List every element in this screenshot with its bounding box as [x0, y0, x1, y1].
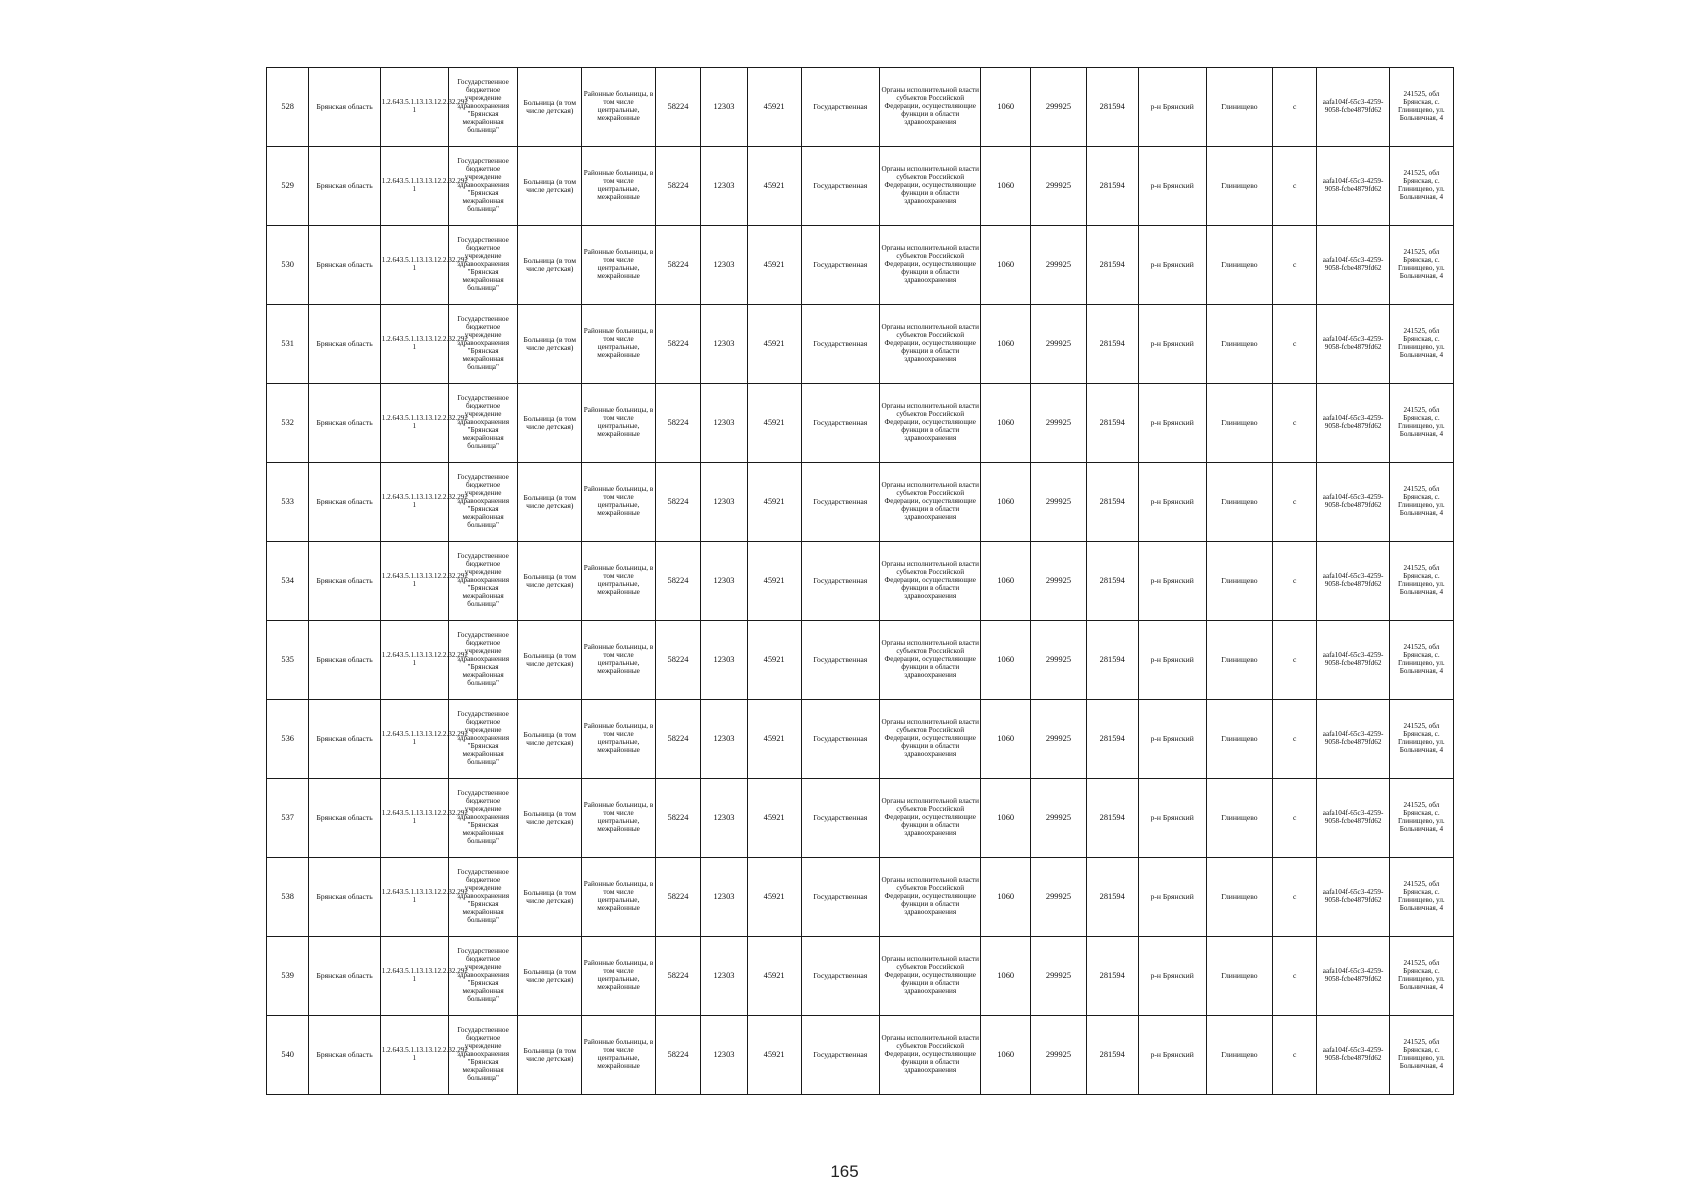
cell-subordination-body: Органы исполнительной власти субъектов Российской Федерации, осуществляющие функции в области здравоохранения	[880, 621, 981, 700]
cell-organization-name: Государственное бюджетное учреждение здравоохранения "Брянская межрайонная больница"	[448, 147, 517, 226]
cell-value-a: 58224	[655, 779, 700, 858]
table-row	[267, 305, 1454, 384]
cell-organization-name: Государственное бюджетное учреждение здравоохранения "Брянская межрайонная больница"	[448, 779, 517, 858]
cell-fias-guid: aafa104f-65c3-4259-9058-fcbe4879fd62	[1317, 937, 1389, 1016]
cell-address: 241525, обл Брянская, с. Глинищево, ул. Больничная, 4	[1389, 1016, 1453, 1095]
cell-value-e: 299925	[1031, 937, 1087, 1016]
cell-value-c: 45921	[747, 68, 801, 147]
cell-oid-code: 1.2.643.5.1.13.13.12.2.32.292 1	[380, 147, 448, 226]
cell-fias-guid: aafa104f-65c3-4259-9058-fcbe4879fd62	[1317, 305, 1389, 384]
cell-ownership-form: Государственная	[801, 147, 880, 226]
cell-fias-guid: aafa104f-65c3-4259-9058-fcbe4879fd62	[1317, 147, 1389, 226]
cell-organization-name: Государственное бюджетное учреждение здравоохранения "Брянская межрайонная больница"	[448, 463, 517, 542]
table-row	[267, 858, 1454, 937]
cell-value-b: 12303	[701, 779, 748, 858]
cell-address: 241525, обл Брянская, с. Глинищево, ул. Больничная, 4	[1389, 384, 1453, 463]
cell-settlement-type: с	[1272, 858, 1316, 937]
cell-ownership-form: Государственная	[801, 1016, 880, 1095]
cell-fias-guid: aafa104f-65c3-4259-9058-fcbe4879fd62	[1317, 463, 1389, 542]
cell-value-a: 58224	[655, 700, 700, 779]
table-row	[267, 68, 1454, 147]
cell-district: р-н Брянский	[1138, 384, 1206, 463]
cell-value-e: 299925	[1031, 68, 1087, 147]
cell-subordination-body: Органы исполнительной власти субъектов Российской Федерации, осуществляющие функции в области здравоохранения	[880, 542, 981, 621]
cell-settlement: Глинищево	[1206, 384, 1272, 463]
cell-region: Брянская область	[309, 542, 380, 621]
table-row	[267, 937, 1454, 1016]
cell-region: Брянская область	[309, 305, 380, 384]
cell-facility-type: Больница (в том числе детская)	[518, 858, 582, 937]
cell-value-f: 281594	[1086, 147, 1138, 226]
cell-settlement-type: с	[1272, 542, 1316, 621]
cell-value-d: 1060	[981, 68, 1031, 147]
cell-address: 241525, обл Брянская, с. Глинищево, ул. Больничная, 4	[1389, 463, 1453, 542]
cell-region: Брянская область	[309, 463, 380, 542]
cell-oid-code: 1.2.643.5.1.13.13.12.2.32.292 1	[380, 463, 448, 542]
cell-value-c: 45921	[747, 384, 801, 463]
cell-value-f: 281594	[1086, 68, 1138, 147]
page-number: 165	[830, 1162, 859, 1181]
cell-district: р-н Брянский	[1138, 937, 1206, 1016]
cell-settlement: Глинищево	[1206, 621, 1272, 700]
cell-address: 241525, обл Брянская, с. Глинищево, ул. Больничная, 4	[1389, 305, 1453, 384]
cell-region: Брянская область	[309, 779, 380, 858]
cell-value-b: 12303	[701, 542, 748, 621]
cell-district: р-н Брянский	[1138, 305, 1206, 384]
cell-value-a: 58224	[655, 463, 700, 542]
cell-value-c: 45921	[747, 305, 801, 384]
cell-oid-code: 1.2.643.5.1.13.13.12.2.32.292 1	[380, 68, 448, 147]
cell-value-b: 12303	[701, 147, 748, 226]
cell-organization-name: Государственное бюджетное учреждение здравоохранения "Брянская межрайонная больница"	[448, 937, 517, 1016]
cell-settlement-type: с	[1272, 226, 1316, 305]
cell-value-a: 58224	[655, 305, 700, 384]
cell-district: р-н Брянский	[1138, 147, 1206, 226]
cell-subordination-body: Органы исполнительной власти субъектов Российской Федерации, осуществляющие функции в области здравоохранения	[880, 147, 981, 226]
table-row	[267, 779, 1454, 858]
cell-settlement: Глинищево	[1206, 779, 1272, 858]
cell-value-b: 12303	[701, 226, 748, 305]
registry-sheet	[266, 67, 1454, 1123]
cell-settlement: Глинищево	[1206, 226, 1272, 305]
cell-value-e: 299925	[1031, 621, 1087, 700]
cell-row-number: 532	[267, 384, 309, 463]
cell-value-f: 281594	[1086, 779, 1138, 858]
cell-value-f: 281594	[1086, 384, 1138, 463]
cell-facility-subtype: Районные больницы, в том числе центральные, межрайонные	[582, 463, 655, 542]
cell-fias-guid: aafa104f-65c3-4259-9058-fcbe4879fd62	[1317, 779, 1389, 858]
cell-value-e: 299925	[1031, 463, 1087, 542]
cell-region: Брянская область	[309, 384, 380, 463]
cell-settlement-type: с	[1272, 937, 1316, 1016]
cell-district: р-н Брянский	[1138, 779, 1206, 858]
cell-value-e: 299925	[1031, 384, 1087, 463]
cell-facility-subtype: Районные больницы, в том числе центральные, межрайонные	[582, 1016, 655, 1095]
cell-facility-subtype: Районные больницы, в том числе центральные, межрайонные	[582, 147, 655, 226]
table-row	[267, 147, 1454, 226]
cell-row-number: 530	[267, 226, 309, 305]
cell-district: р-н Брянский	[1138, 858, 1206, 937]
cell-region: Брянская область	[309, 68, 380, 147]
cell-value-e: 299925	[1031, 305, 1087, 384]
cell-fias-guid: aafa104f-65c3-4259-9058-fcbe4879fd62	[1317, 226, 1389, 305]
cell-facility-subtype: Районные больницы, в том числе центральные, межрайонные	[582, 542, 655, 621]
cell-organization-name: Государственное бюджетное учреждение здравоохранения "Брянская межрайонная больница"	[448, 68, 517, 147]
cell-value-a: 58224	[655, 542, 700, 621]
cell-subordination-body: Органы исполнительной власти субъектов Российской Федерации, осуществляющие функции в области здравоохранения	[880, 858, 981, 937]
table-row	[267, 1016, 1454, 1095]
cell-fias-guid: aafa104f-65c3-4259-9058-fcbe4879fd62	[1317, 621, 1389, 700]
cell-row-number: 534	[267, 542, 309, 621]
registry-table	[266, 67, 1454, 1095]
cell-organization-name: Государственное бюджетное учреждение здравоохранения "Брянская межрайонная больница"	[448, 305, 517, 384]
cell-value-c: 45921	[747, 147, 801, 226]
cell-address: 241525, обл Брянская, с. Глинищево, ул. Больничная, 4	[1389, 226, 1453, 305]
cell-oid-code: 1.2.643.5.1.13.13.12.2.32.292 1	[380, 384, 448, 463]
cell-value-b: 12303	[701, 384, 748, 463]
cell-value-d: 1060	[981, 147, 1031, 226]
cell-value-f: 281594	[1086, 858, 1138, 937]
cell-value-a: 58224	[655, 147, 700, 226]
cell-value-c: 45921	[747, 779, 801, 858]
cell-ownership-form: Государственная	[801, 700, 880, 779]
cell-value-b: 12303	[701, 463, 748, 542]
cell-subordination-body: Органы исполнительной власти субъектов Российской Федерации, осуществляющие функции в области здравоохранения	[880, 305, 981, 384]
cell-oid-code: 1.2.643.5.1.13.13.12.2.32.292 1	[380, 226, 448, 305]
cell-facility-type: Больница (в том числе детская)	[518, 621, 582, 700]
cell-subordination-body: Органы исполнительной власти субъектов Российской Федерации, осуществляющие функции в области здравоохранения	[880, 1016, 981, 1095]
cell-ownership-form: Государственная	[801, 621, 880, 700]
cell-ownership-form: Государственная	[801, 384, 880, 463]
cell-value-a: 58224	[655, 1016, 700, 1095]
cell-value-c: 45921	[747, 463, 801, 542]
cell-settlement-type: с	[1272, 700, 1316, 779]
cell-value-a: 58224	[655, 858, 700, 937]
cell-value-f: 281594	[1086, 226, 1138, 305]
cell-facility-type: Больница (в том числе детская)	[518, 305, 582, 384]
cell-facility-type: Больница (в том числе детская)	[518, 779, 582, 858]
cell-settlement: Глинищево	[1206, 147, 1272, 226]
cell-facility-subtype: Районные больницы, в том числе центральные, межрайонные	[582, 305, 655, 384]
cell-value-e: 299925	[1031, 858, 1087, 937]
cell-settlement-type: с	[1272, 779, 1316, 858]
cell-value-b: 12303	[701, 858, 748, 937]
cell-row-number: 535	[267, 621, 309, 700]
cell-oid-code: 1.2.643.5.1.13.13.12.2.32.292 1	[380, 858, 448, 937]
cell-oid-code: 1.2.643.5.1.13.13.12.2.32.292 1	[380, 542, 448, 621]
cell-settlement: Глинищево	[1206, 937, 1272, 1016]
cell-subordination-body: Органы исполнительной власти субъектов Российской Федерации, осуществляющие функции в области здравоохранения	[880, 700, 981, 779]
cell-facility-subtype: Районные больницы, в том числе центральные, межрайонные	[582, 779, 655, 858]
cell-value-c: 45921	[747, 226, 801, 305]
cell-ownership-form: Государственная	[801, 68, 880, 147]
cell-subordination-body: Органы исполнительной власти субъектов Российской Федерации, осуществляющие функции в области здравоохранения	[880, 937, 981, 1016]
cell-value-d: 1060	[981, 384, 1031, 463]
cell-row-number: 528	[267, 68, 309, 147]
cell-settlement: Глинищево	[1206, 858, 1272, 937]
cell-settlement: Глинищево	[1206, 1016, 1272, 1095]
cell-facility-subtype: Районные больницы, в том числе центральные, межрайонные	[582, 858, 655, 937]
cell-row-number: 531	[267, 305, 309, 384]
cell-organization-name: Государственное бюджетное учреждение здравоохранения "Брянская межрайонная больница"	[448, 384, 517, 463]
cell-ownership-form: Государственная	[801, 858, 880, 937]
cell-fias-guid: aafa104f-65c3-4259-9058-fcbe4879fd62	[1317, 542, 1389, 621]
cell-ownership-form: Государственная	[801, 937, 880, 1016]
cell-value-a: 58224	[655, 226, 700, 305]
cell-facility-type: Больница (в том числе детская)	[518, 700, 582, 779]
cell-value-f: 281594	[1086, 542, 1138, 621]
cell-value-f: 281594	[1086, 621, 1138, 700]
cell-facility-type: Больница (в том числе детская)	[518, 68, 582, 147]
cell-oid-code: 1.2.643.5.1.13.13.12.2.32.292 1	[380, 1016, 448, 1095]
cell-settlement: Глинищево	[1206, 700, 1272, 779]
cell-district: р-н Брянский	[1138, 68, 1206, 147]
cell-organization-name: Государственное бюджетное учреждение здравоохранения "Брянская межрайонная больница"	[448, 621, 517, 700]
cell-row-number: 533	[267, 463, 309, 542]
cell-value-f: 281594	[1086, 1016, 1138, 1095]
table-row	[267, 621, 1454, 700]
cell-row-number: 536	[267, 700, 309, 779]
cell-district: р-н Брянский	[1138, 700, 1206, 779]
cell-region: Брянская область	[309, 1016, 380, 1095]
table-row	[267, 542, 1454, 621]
cell-value-a: 58224	[655, 621, 700, 700]
cell-address: 241525, обл Брянская, с. Глинищево, ул. Больничная, 4	[1389, 147, 1453, 226]
cell-value-d: 1060	[981, 700, 1031, 779]
cell-oid-code: 1.2.643.5.1.13.13.12.2.32.292 1	[380, 700, 448, 779]
cell-subordination-body: Органы исполнительной власти субъектов Российской Федерации, осуществляющие функции в области здравоохранения	[880, 463, 981, 542]
cell-value-c: 45921	[747, 858, 801, 937]
cell-fias-guid: aafa104f-65c3-4259-9058-fcbe4879fd62	[1317, 1016, 1389, 1095]
cell-ownership-form: Государственная	[801, 226, 880, 305]
cell-value-c: 45921	[747, 542, 801, 621]
cell-region: Брянская область	[309, 937, 380, 1016]
cell-district: р-н Брянский	[1138, 463, 1206, 542]
cell-address: 241525, обл Брянская, с. Глинищево, ул. Больничная, 4	[1389, 858, 1453, 937]
cell-address: 241525, обл Брянская, с. Глинищево, ул. Больничная, 4	[1389, 621, 1453, 700]
cell-fias-guid: aafa104f-65c3-4259-9058-fcbe4879fd62	[1317, 700, 1389, 779]
cell-settlement-type: с	[1272, 463, 1316, 542]
cell-organization-name: Государственное бюджетное учреждение здравоохранения "Брянская межрайонная больница"	[448, 858, 517, 937]
cell-value-b: 12303	[701, 68, 748, 147]
cell-value-b: 12303	[701, 700, 748, 779]
cell-value-d: 1060	[981, 226, 1031, 305]
cell-value-a: 58224	[655, 937, 700, 1016]
cell-settlement-type: с	[1272, 384, 1316, 463]
cell-facility-type: Больница (в том числе детская)	[518, 147, 582, 226]
cell-ownership-form: Государственная	[801, 779, 880, 858]
cell-organization-name: Государственное бюджетное учреждение здравоохранения "Брянская межрайонная больница"	[448, 1016, 517, 1095]
cell-fias-guid: aafa104f-65c3-4259-9058-fcbe4879fd62	[1317, 858, 1389, 937]
cell-district: р-н Брянский	[1138, 621, 1206, 700]
cell-facility-type: Больница (в том числе детская)	[518, 1016, 582, 1095]
cell-value-c: 45921	[747, 700, 801, 779]
cell-facility-type: Больница (в том числе детская)	[518, 463, 582, 542]
cell-oid-code: 1.2.643.5.1.13.13.12.2.32.292 1	[380, 779, 448, 858]
cell-facility-subtype: Районные больницы, в том числе центральные, межрайонные	[582, 226, 655, 305]
cell-settlement: Глинищево	[1206, 305, 1272, 384]
cell-facility-subtype: Районные больницы, в том числе центральные, межрайонные	[582, 68, 655, 147]
cell-fias-guid: aafa104f-65c3-4259-9058-fcbe4879fd62	[1317, 384, 1389, 463]
cell-region: Брянская область	[309, 858, 380, 937]
cell-address: 241525, обл Брянская, с. Глинищево, ул. Больничная, 4	[1389, 542, 1453, 621]
cell-facility-subtype: Районные больницы, в том числе центральные, межрайонные	[582, 937, 655, 1016]
cell-facility-type: Больница (в том числе детская)	[518, 937, 582, 1016]
cell-row-number: 529	[267, 147, 309, 226]
cell-address: 241525, обл Брянская, с. Глинищево, ул. Больничная, 4	[1389, 937, 1453, 1016]
cell-settlement-type: с	[1272, 147, 1316, 226]
cell-value-a: 58224	[655, 68, 700, 147]
cell-value-c: 45921	[747, 1016, 801, 1095]
cell-district: р-н Брянский	[1138, 542, 1206, 621]
cell-organization-name: Государственное бюджетное учреждение здравоохранения "Брянская межрайонная больница"	[448, 542, 517, 621]
cell-value-c: 45921	[747, 937, 801, 1016]
cell-facility-type: Больница (в том числе детская)	[518, 542, 582, 621]
cell-value-c: 45921	[747, 621, 801, 700]
cell-oid-code: 1.2.643.5.1.13.13.12.2.32.292 1	[380, 621, 448, 700]
cell-facility-subtype: Районные больницы, в том числе центральные, межрайонные	[582, 700, 655, 779]
cell-row-number: 539	[267, 937, 309, 1016]
cell-subordination-body: Органы исполнительной власти субъектов Российской Федерации, осуществляющие функции в области здравоохранения	[880, 384, 981, 463]
cell-region: Брянская область	[309, 226, 380, 305]
cell-value-b: 12303	[701, 621, 748, 700]
cell-ownership-form: Государственная	[801, 463, 880, 542]
cell-ownership-form: Государственная	[801, 305, 880, 384]
cell-value-d: 1060	[981, 621, 1031, 700]
cell-ownership-form: Государственная	[801, 542, 880, 621]
cell-district: р-н Брянский	[1138, 1016, 1206, 1095]
cell-row-number: 540	[267, 1016, 309, 1095]
cell-value-d: 1060	[981, 779, 1031, 858]
cell-value-a: 58224	[655, 384, 700, 463]
cell-district: р-н Брянский	[1138, 226, 1206, 305]
cell-fias-guid: aafa104f-65c3-4259-9058-fcbe4879fd62	[1317, 68, 1389, 147]
table-row	[267, 463, 1454, 542]
cell-subordination-body: Органы исполнительной власти субъектов Российской Федерации, осуществляющие функции в области здравоохранения	[880, 226, 981, 305]
cell-value-f: 281594	[1086, 463, 1138, 542]
table-row	[267, 384, 1454, 463]
cell-value-d: 1060	[981, 305, 1031, 384]
cell-value-b: 12303	[701, 305, 748, 384]
cell-organization-name: Государственное бюджетное учреждение здравоохранения "Брянская межрайонная больница"	[448, 700, 517, 779]
cell-facility-subtype: Районные больницы, в том числе центральные, межрайонные	[582, 384, 655, 463]
cell-value-f: 281594	[1086, 305, 1138, 384]
cell-settlement-type: с	[1272, 305, 1316, 384]
cell-address: 241525, обл Брянская, с. Глинищево, ул. Больничная, 4	[1389, 700, 1453, 779]
cell-value-b: 12303	[701, 1016, 748, 1095]
table-row	[267, 226, 1454, 305]
cell-settlement: Глинищево	[1206, 463, 1272, 542]
cell-value-e: 299925	[1031, 542, 1087, 621]
cell-settlement-type: с	[1272, 621, 1316, 700]
cell-oid-code: 1.2.643.5.1.13.13.12.2.32.292 1	[380, 305, 448, 384]
cell-row-number: 538	[267, 858, 309, 937]
cell-settlement: Глинищево	[1206, 542, 1272, 621]
cell-value-e: 299925	[1031, 226, 1087, 305]
cell-address: 241525, обл Брянская, с. Глинищево, ул. Больничная, 4	[1389, 68, 1453, 147]
cell-subordination-body: Органы исполнительной власти субъектов Российской Федерации, осуществляющие функции в области здравоохранения	[880, 68, 981, 147]
cell-region: Брянская область	[309, 621, 380, 700]
cell-value-e: 299925	[1031, 779, 1087, 858]
cell-value-e: 299925	[1031, 147, 1087, 226]
cell-facility-type: Больница (в том числе детская)	[518, 226, 582, 305]
cell-value-d: 1060	[981, 858, 1031, 937]
cell-region: Брянская область	[309, 700, 380, 779]
cell-value-d: 1060	[981, 1016, 1031, 1095]
cell-value-d: 1060	[981, 937, 1031, 1016]
cell-facility-subtype: Районные больницы, в том числе центральные, межрайонные	[582, 621, 655, 700]
cell-value-f: 281594	[1086, 937, 1138, 1016]
cell-settlement-type: с	[1272, 1016, 1316, 1095]
cell-value-f: 281594	[1086, 700, 1138, 779]
table-row	[267, 700, 1454, 779]
cell-value-d: 1060	[981, 542, 1031, 621]
cell-facility-type: Больница (в том числе детская)	[518, 384, 582, 463]
cell-subordination-body: Органы исполнительной власти субъектов Российской Федерации, осуществляющие функции в области здравоохранения	[880, 779, 981, 858]
registry-body	[267, 68, 1454, 1095]
cell-row-number: 537	[267, 779, 309, 858]
cell-value-b: 12303	[701, 937, 748, 1016]
cell-organization-name: Государственное бюджетное учреждение здравоохранения "Брянская межрайонная больница"	[448, 226, 517, 305]
cell-settlement: Глинищево	[1206, 68, 1272, 147]
cell-address: 241525, обл Брянская, с. Глинищево, ул. Больничная, 4	[1389, 779, 1453, 858]
cell-value-d: 1060	[981, 463, 1031, 542]
cell-value-e: 299925	[1031, 700, 1087, 779]
cell-settlement-type: с	[1272, 68, 1316, 147]
cell-value-e: 299925	[1031, 1016, 1087, 1095]
cell-oid-code: 1.2.643.5.1.13.13.12.2.32.292 1	[380, 937, 448, 1016]
cell-region: Брянская область	[309, 147, 380, 226]
